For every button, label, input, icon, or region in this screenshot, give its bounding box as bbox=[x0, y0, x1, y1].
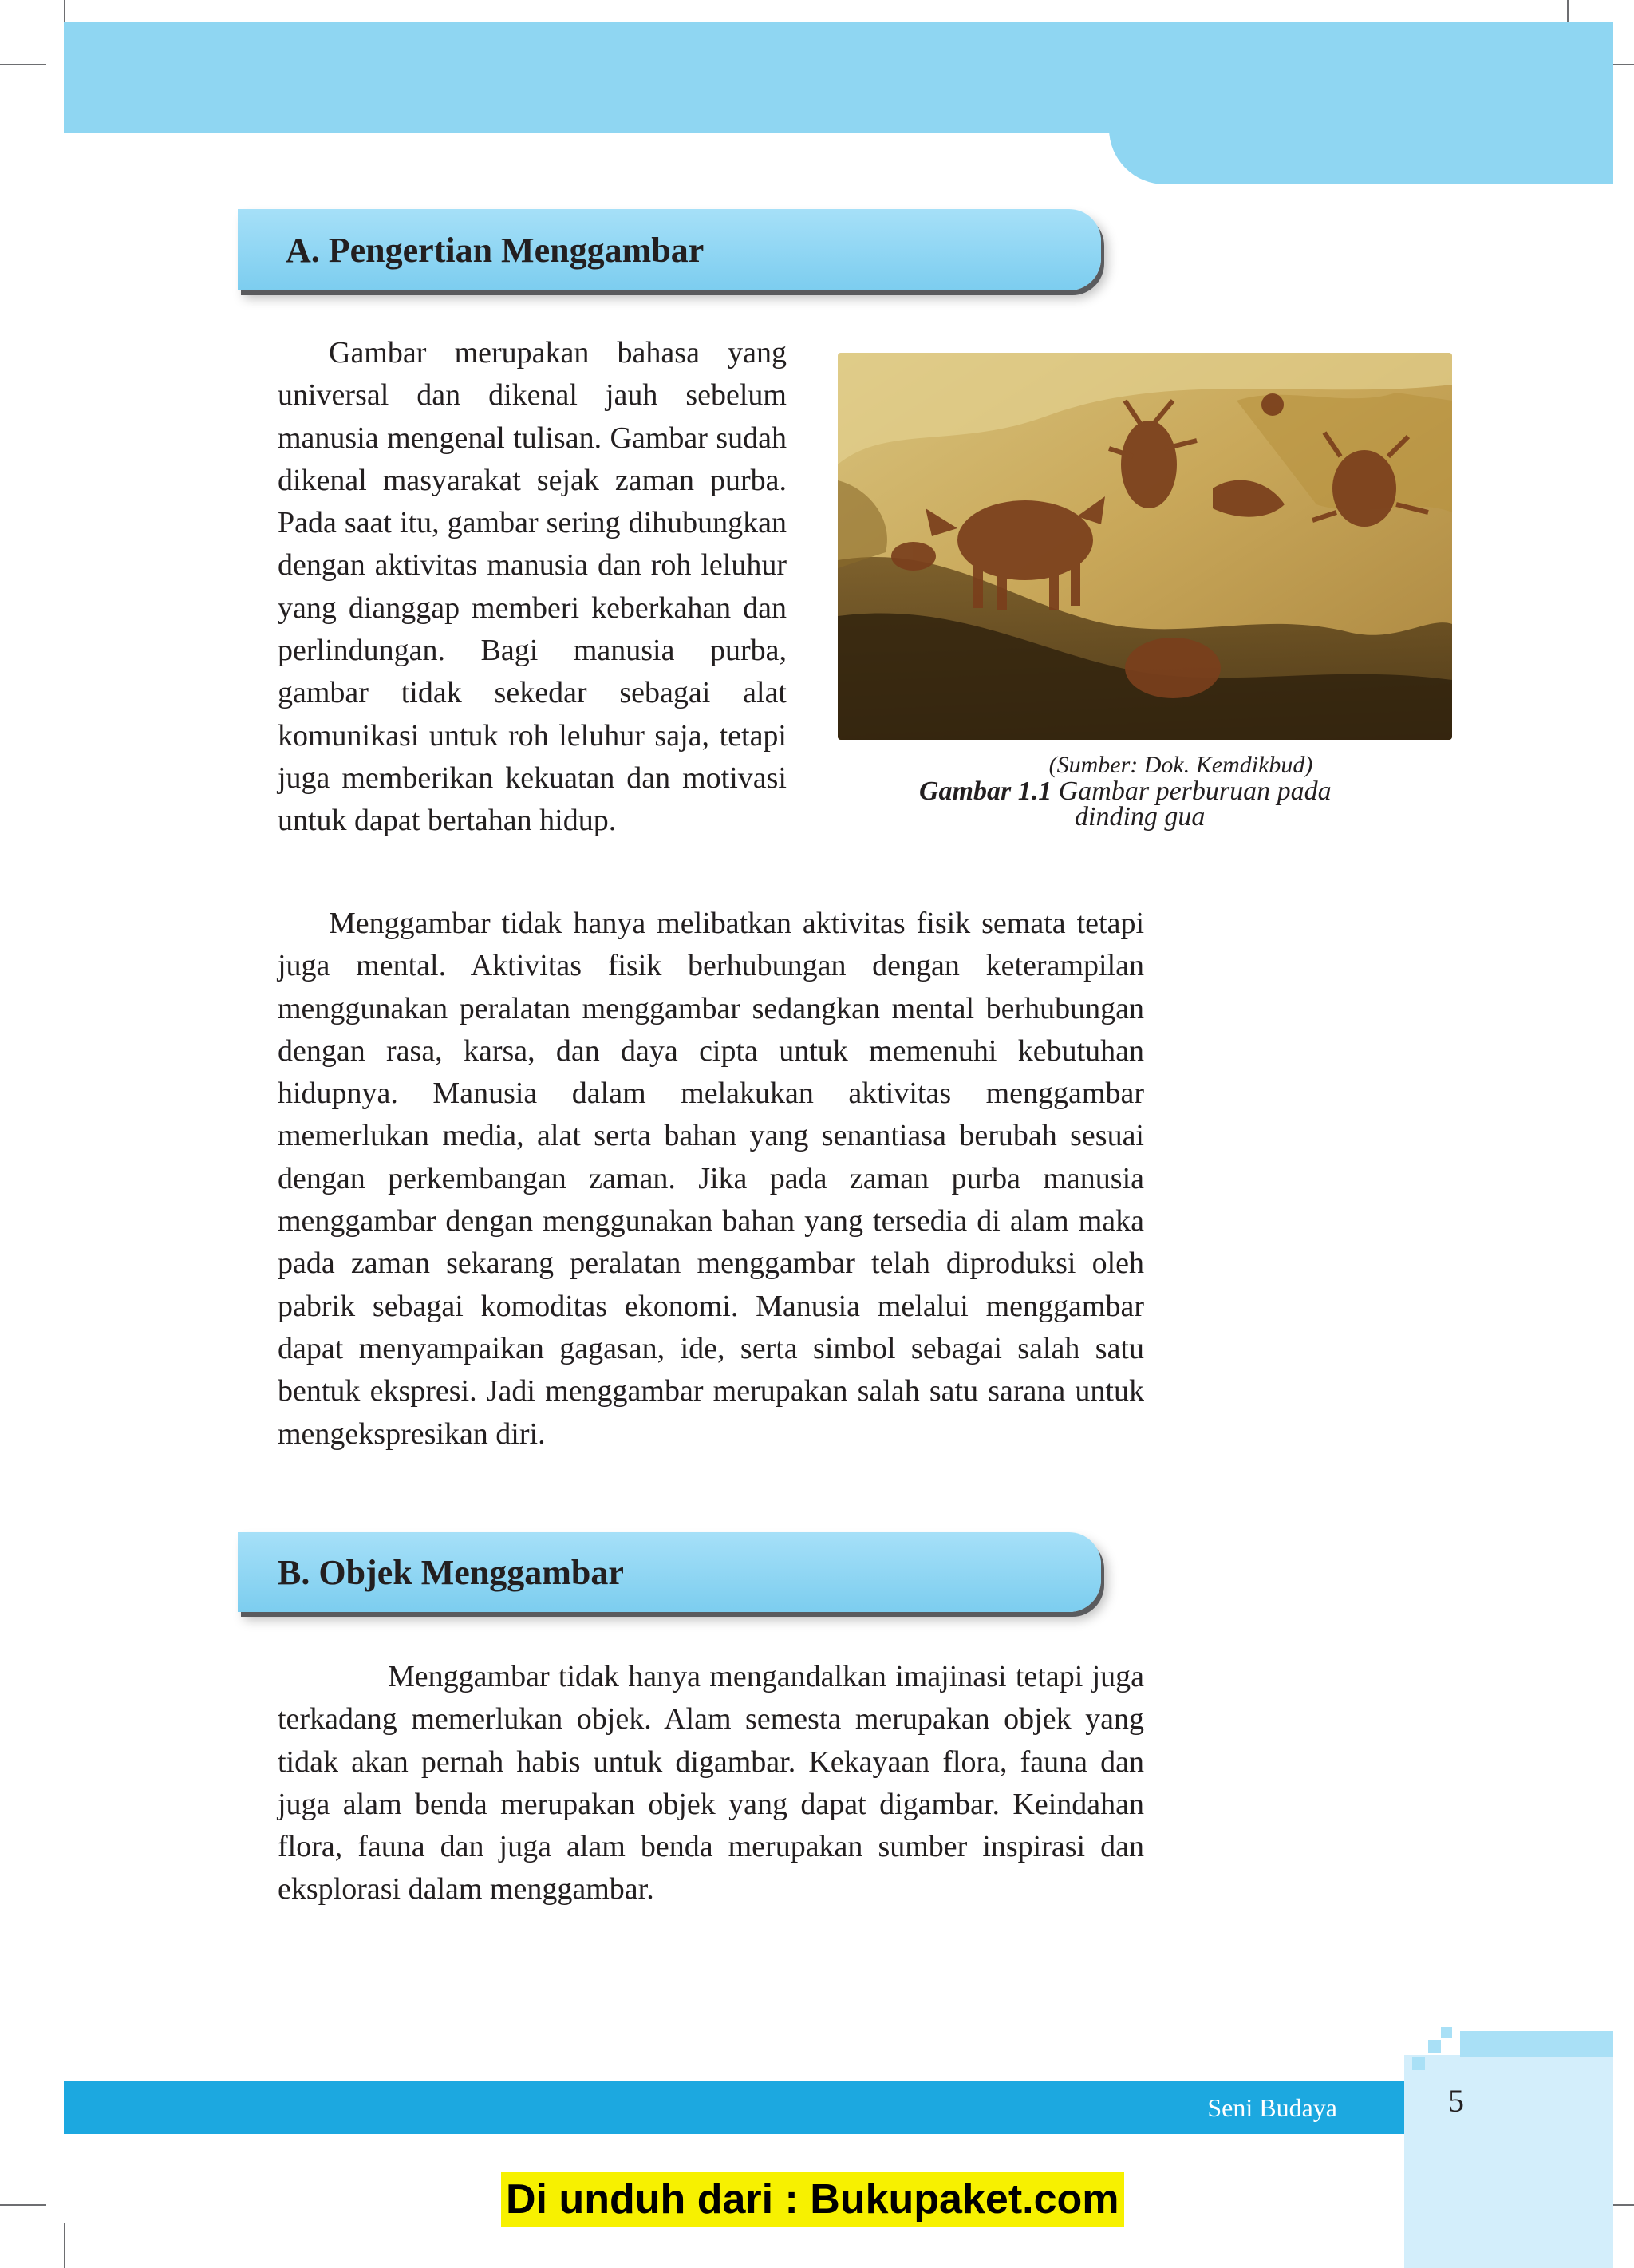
crop-mark bbox=[0, 64, 46, 65]
crop-mark bbox=[0, 2204, 46, 2206]
page-number: 5 bbox=[1448, 2083, 1464, 2119]
section-a-paragraph-2: Menggambar tidak hanya melibatkan aktivitas fisik semata tetapi juga mental. Aktivitas fisik berhubungan dengan keterampilan menggunakan peralatan menggambar sedangkan mental berhubungan dengan rasa, karsa, dan daya cipta untuk memenuhi kebutuhan hidupnya. Manusia dalam melakukan aktivitas menggambar memerlukan media, alat serta bahan yang senantiasa berubah sesuai dengan perkembangan zaman. Jika pada zaman purba manusia menggambar dengan menggunakan bahan yang tersedia di alam maka pada zaman sekarang peralatan menggambar telah diproduksi oleh pabrik sebagai komoditas ekonomi. Manusia melalui menggambar dapat menyampaikan gagasan, ide, serta simbol sebagai salah satu bentuk ekspresi. Jadi menggambar merupakan salah satu sarana untuk mengekspresikan diri. bbox=[278, 907, 1144, 1451]
section-heading-b-text: B. Objek Menggambar bbox=[278, 1552, 624, 1592]
crop-mark bbox=[64, 2223, 65, 2268]
footer-book-title: Seni Budaya bbox=[1207, 2093, 1337, 2122]
footer-pixel-decoration bbox=[1412, 2057, 1425, 2070]
figure-caption-text-line2: dinding gua bbox=[1075, 802, 1206, 832]
section-b-paragraph-1: Menggambar tidak hanya mengandalkan imajinasi tetapi juga terkadang memerlukan objek. Alam semesta merupakan objek yang tidak akan pernah habis untuk digambar. Kekayaan flora, fauna dan juga alam benda merupakan objek yang dapat digambar. Keindahan flora, fauna dan juga alam benda merupakan sumber inspirasi dan eksplorasi dalam menggambar. bbox=[278, 1660, 1144, 1906]
section-a-paragraph-1: Gambar merupakan bahasa yang universal dan dikenal jauh sebelum manusia mengenal tulisan. Gambar sudah dikenal masyarakat sejak zaman purba. Pada saat itu, gambar sering dihubungkan dengan aktivitas manusia dan roh leluhur yang dianggap memberi keberkahan dan perlindungan. Bagi manusia purba, gambar tidak sekedar sebagai alat komunikasi untuk roh leluhur saja, tetapi juga memberikan kekuatan dan motivasi untuk dapat bertahan hidup. bbox=[278, 336, 787, 838]
section-heading-b bbox=[238, 1532, 1101, 1612]
footer-pixel-decoration bbox=[1441, 2027, 1452, 2038]
figure-caption-text: Gambar perburuan pada bbox=[1058, 776, 1332, 806]
section-heading-a-text: A. Pengertian Menggambar bbox=[286, 230, 705, 270]
footer-pixel-decoration bbox=[1428, 2040, 1441, 2053]
figure-caption bbox=[919, 776, 1478, 832]
cave-painting-image bbox=[838, 353, 1452, 740]
section-heading-a bbox=[238, 209, 1101, 290]
header-banner-tab bbox=[1109, 22, 1613, 184]
figure-source: (Sumber: Dok. Kemdikbud) bbox=[1048, 752, 1313, 778]
footer-page-box-accent bbox=[1460, 2031, 1613, 2057]
download-source-banner: Di unduh dari : Bukupaket.com bbox=[501, 2172, 1124, 2227]
figure-caption-number: Gambar 1.1 bbox=[919, 776, 1052, 806]
